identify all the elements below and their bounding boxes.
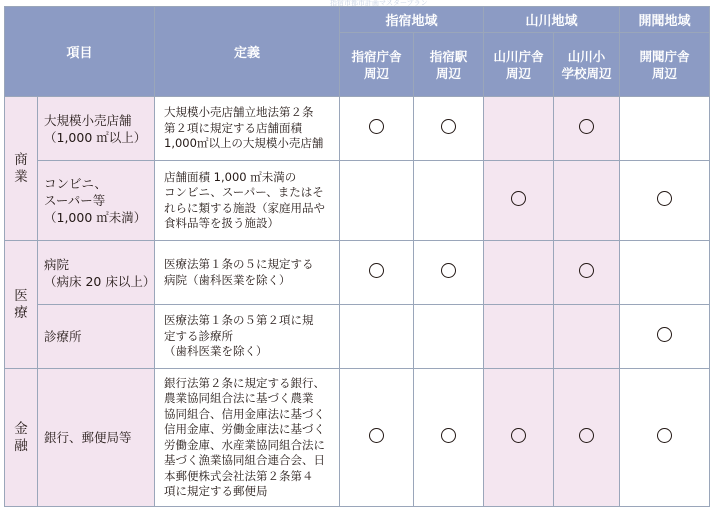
item-name: 銀行、郵便局等 <box>38 369 155 507</box>
top-note: 指宿市都市計画マスタープラン <box>330 0 428 6</box>
circle-mark-icon <box>441 119 456 134</box>
mark-cell <box>620 161 710 241</box>
circle-mark-icon <box>441 428 456 443</box>
header-item: 項目 <box>5 7 155 97</box>
mark-cell <box>414 97 484 161</box>
mark-cell <box>620 369 710 507</box>
table-row <box>5 241 710 305</box>
mark-cell <box>484 305 554 369</box>
table-row <box>5 369 710 507</box>
mark-cell <box>340 97 414 161</box>
mark-cell <box>414 161 484 241</box>
header-sub <box>414 33 484 97</box>
header-sub-label: 指宿駅 周辺 <box>429 48 468 81</box>
header-area: 開聞地域 <box>620 7 710 33</box>
mark-cell <box>554 241 620 305</box>
header-sub-label: 山川庁舎 周辺 <box>493 48 544 81</box>
facility-table <box>4 6 710 507</box>
circle-mark-icon <box>369 263 384 278</box>
mark-cell <box>340 369 414 507</box>
item-name: 診療所 <box>38 305 155 369</box>
mark-cell <box>340 161 414 241</box>
item-name: コンビニ、 スーパー等 （1,000 ㎡未満） <box>38 161 155 241</box>
item-definition: 大規模小売店舗立地法第２条 第２項に規定する店舗面積 1,000㎡以上の大規模小売店舗 <box>155 97 340 161</box>
circle-mark-icon <box>511 428 526 443</box>
header-definition: 定義 <box>155 7 340 97</box>
mark-cell <box>484 97 554 161</box>
mark-cell <box>620 305 710 369</box>
mark-cell <box>414 241 484 305</box>
mark-cell <box>414 369 484 507</box>
mark-cell <box>484 241 554 305</box>
header-area: 指宿地域 <box>340 7 484 33</box>
circle-mark-icon <box>579 119 594 134</box>
circle-mark-icon <box>579 263 594 278</box>
circle-mark-icon <box>369 119 384 134</box>
mark-cell <box>484 369 554 507</box>
mark-cell <box>620 241 710 305</box>
header-area: 山川地域 <box>484 7 620 33</box>
item-definition: 医療法第１条の５に規定する 病院（歯科医業を除く） <box>155 241 340 305</box>
item-name: 病院 （病床 20 床以上） <box>38 241 155 305</box>
item-definition: 医療法第１条の５第２項に規 定する診療所 （歯科医業を除く） <box>155 305 340 369</box>
header-sub <box>340 33 414 97</box>
header-sub-label: 山川小 学校周辺 <box>561 48 612 81</box>
circle-mark-icon <box>511 191 526 206</box>
item-definition: 店舗面積 1,000 ㎡未満の コンビニ、スーパー、またはそ れらに類する施設（家庭用品や 食料品等を扱う施設） <box>155 161 340 241</box>
category-label: 医 療 <box>5 241 38 369</box>
mark-cell <box>414 305 484 369</box>
circle-mark-icon <box>657 191 672 206</box>
mark-cell <box>554 97 620 161</box>
category-label: 金 融 <box>5 369 38 507</box>
mark-cell <box>554 369 620 507</box>
item-definition: 銀行法第２条に規定する銀行、 農業協同組合法に基づく農業 協同組合、信用金庫法に基づく 信用金庫、労働金庫法に基づく 労働金庫、水産業協同組合法に 基づく漁業協同組合連合会、日 本郵便株式会社法第２条第４ 項に規定する郵便局 <box>155 369 340 507</box>
header-sub <box>554 33 620 97</box>
mark-cell <box>340 241 414 305</box>
circle-mark-icon <box>441 263 456 278</box>
header-sub <box>620 33 710 97</box>
header-sub-label: 開聞庁舎 周辺 <box>639 48 690 81</box>
table-row <box>5 97 710 161</box>
item-name: 大規模小売店舗 （1,000 ㎡以上） <box>38 97 155 161</box>
circle-mark-icon <box>657 428 672 443</box>
mark-cell <box>340 305 414 369</box>
category-label: 商 業 <box>5 97 38 241</box>
header-sub <box>484 33 554 97</box>
mark-cell <box>620 97 710 161</box>
header-sub-label: 指宿庁舎 周辺 <box>351 48 402 81</box>
mark-cell <box>554 161 620 241</box>
circle-mark-icon <box>657 327 672 342</box>
mark-cell <box>484 161 554 241</box>
table-row <box>5 305 710 369</box>
circle-mark-icon <box>369 428 384 443</box>
circle-mark-icon <box>579 428 594 443</box>
mark-cell <box>554 305 620 369</box>
table-row <box>5 161 710 241</box>
